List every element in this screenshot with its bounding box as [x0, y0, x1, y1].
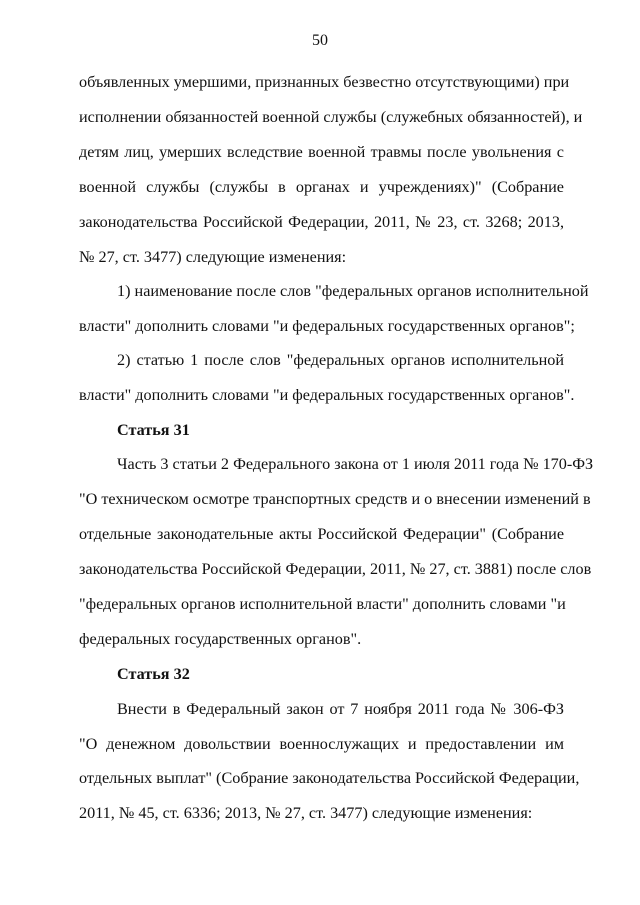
paragraph-line: Часть 3 статьи 2 Федерального закона от 1 июля 2011 года № 170-ФЗ — [117, 455, 594, 473]
paragraph-line: № 27, ст. 3477) следующие изменения: — [79, 248, 347, 266]
list-item-line: 1) наименование после слов "федеральных органов исполнительной — [117, 282, 589, 300]
paragraph-line: 2011, № 45, ст. 6336; 2013, № 27, ст. 3477) следующие изменения: — [79, 804, 533, 822]
page-number: 50 — [312, 32, 328, 49]
paragraph-line: Внести в Федеральный закон от 7 ноября 2011 года № 306-ФЗ — [117, 700, 564, 718]
list-item-line: 2) статью 1 после слов "федеральных органов исполнительной — [117, 351, 564, 369]
paragraph-line: отдельные законодательные акты Российской Федерации" (Собрание — [79, 525, 564, 543]
list-item-line: власти" дополнить словами "и федеральных государственных органов"; — [79, 317, 575, 335]
article-32-heading: Статья 32 — [117, 665, 190, 683]
paragraph-line: "О техническом осмотре транспортных средств и о внесении изменений в — [79, 490, 591, 508]
paragraph-line: "федеральных органов исполнительной власти" дополнить словами "и — [79, 595, 566, 613]
paragraph-line: законодательства Российской Федерации, 2011, № 23, ст. 3268; 2013, — [79, 213, 564, 231]
article-31-heading: Статья 31 — [117, 421, 190, 439]
list-item-line: власти" дополнить словами "и федеральных государственных органов". — [79, 386, 575, 404]
paragraph-line: исполнении обязанностей военной службы (служебных обязанностей), и — [79, 108, 583, 126]
paragraph-line: законодательства Российской Федерации, 2011, № 27, ст. 3881) после слов — [79, 560, 592, 578]
paragraph-line: объявленных умершими, признанных безвестно отсутствующими) при — [79, 73, 570, 91]
paragraph-line: детям лиц, умерших вследствие военной травмы после увольнения с — [79, 143, 564, 161]
paragraph-line: "О денежном довольствии военнослужащих и предоставлении им — [79, 735, 564, 753]
paragraph-line: федеральных государственных органов". — [79, 630, 362, 648]
paragraph-line: отдельных выплат" (Собрание законодательства Российской Федерации, — [79, 769, 580, 787]
paragraph-line: военной службы (службы в органах и учреждениях)" (Собрание — [79, 178, 564, 196]
